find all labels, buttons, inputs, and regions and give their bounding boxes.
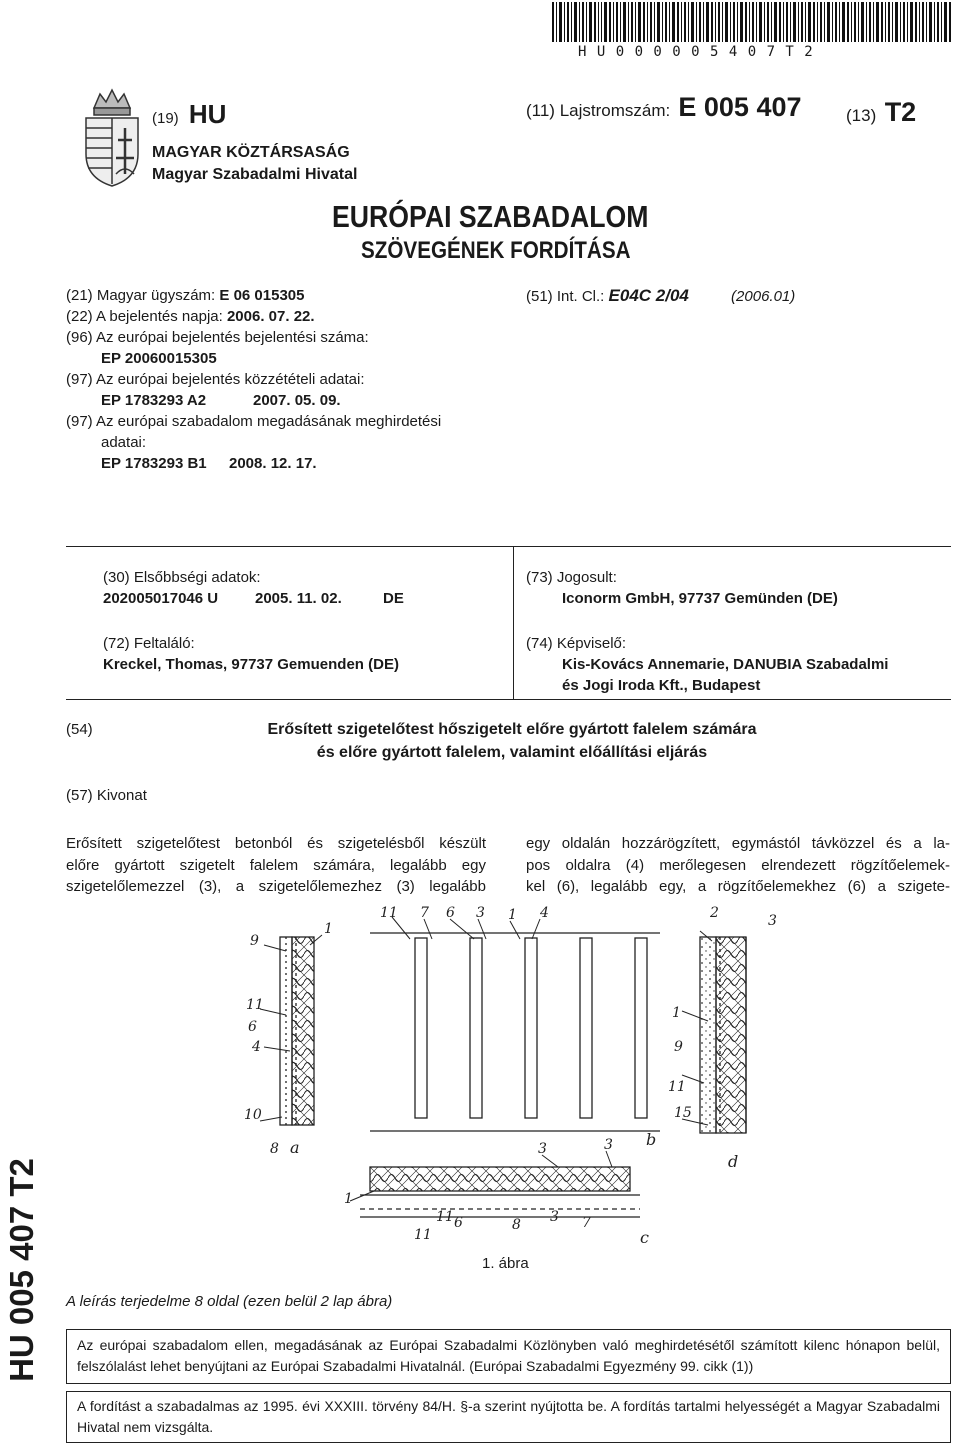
abstract-left-column bbox=[66, 833, 486, 898]
code-13-label: (13) bbox=[846, 106, 877, 125]
registration-number: E 005 407 bbox=[678, 92, 802, 122]
ref-label-3-c3: 3 bbox=[550, 1209, 559, 1225]
ref-label-1-c: 1 bbox=[344, 1191, 353, 1207]
view-label-d: d bbox=[728, 1152, 739, 1171]
field-97a-label: (97) Az európai bejelentés közzétételi adatai: bbox=[66, 371, 365, 388]
figure-drawing bbox=[220, 905, 800, 1255]
field-30-value: 202005017046 U 2005. 11. 02. DE bbox=[103, 590, 404, 607]
divider-vertical bbox=[513, 546, 514, 699]
figure-caption: 1. ábra bbox=[482, 1255, 529, 1272]
ref-label-15: 15 bbox=[674, 1105, 692, 1121]
abstract-left-line-1: Erősített szigetelőtest betonból és szigetelésből készült bbox=[66, 835, 486, 852]
ref-label-6-c: 6 bbox=[454, 1215, 463, 1231]
ref-label-1-d: 1 bbox=[672, 1005, 681, 1021]
code-19-label: (19) bbox=[152, 110, 179, 127]
int-cl-version: (2006.01) bbox=[731, 288, 796, 305]
view-c-section bbox=[360, 1167, 640, 1217]
field-73-value: Iconorm GmbH, 97737 Gemünden (DE) bbox=[562, 590, 838, 607]
int-cl-code: E04C 2/04 bbox=[608, 286, 689, 305]
view-a-section bbox=[280, 937, 314, 1125]
field-74-value-1: Kis-Kovács Annemarie, DANUBIA Szabadalmi bbox=[562, 656, 889, 673]
invention-title-line-1: Erősített szigetelőtest hőszigetelt előre gyártott falelem számára bbox=[267, 721, 757, 738]
code-19-line bbox=[152, 99, 227, 129]
registration-label: (11) Lajstromszám: bbox=[526, 101, 671, 120]
field-96-value: EP 20060015305 bbox=[101, 350, 217, 367]
ref-label-8-c: 8 bbox=[512, 1217, 521, 1233]
field-30-label: (30) Elsőbbségi adatok: bbox=[103, 569, 261, 586]
kind-code-line bbox=[846, 97, 916, 128]
extent-note: A leírás terjedelme 8 oldal (ezen belül 2 lap ábra) bbox=[66, 1293, 393, 1310]
invention-title-line-2: és előre gyártott falelem, valamint előállítási eljárás bbox=[316, 744, 708, 761]
inventor-data bbox=[103, 633, 503, 675]
view-label-a: a bbox=[290, 1138, 300, 1157]
view-d-section bbox=[700, 937, 746, 1133]
field-74-value-2: és Jogi Iroda Kft., Budapest bbox=[562, 677, 761, 694]
field-96-label: (96) Az európai bejelentés bejelentési száma: bbox=[66, 329, 369, 346]
ref-label-11-d: 11 bbox=[668, 1079, 686, 1095]
field-72-value: Kreckel, Thomas, 97737 Gemuenden (DE) bbox=[103, 656, 399, 673]
ref-label-3-c2: 3 bbox=[604, 1137, 613, 1153]
field-73-label: (73) Jogosult: bbox=[526, 569, 617, 586]
field-97b-value: EP 1783293 B1 2008. 12. 17. bbox=[101, 455, 317, 472]
ref-label-7-b: 7 bbox=[420, 905, 429, 921]
field-72-label: (72) Feltaláló: bbox=[103, 635, 195, 652]
document-title: EURÓPAI SZABADALOM bbox=[332, 199, 649, 234]
view-label-b: b bbox=[646, 1130, 657, 1149]
divider-bottom bbox=[66, 699, 951, 700]
ref-label-11-c: 11 bbox=[436, 1209, 454, 1225]
abstract-left-line-2: előre gyártott szigetelt falelem számára, legalább egy bbox=[66, 856, 486, 874]
document-subtitle: SZÖVEGÉNEK FORDÍTÁSA bbox=[361, 237, 631, 264]
ref-label-3-c: 3 bbox=[538, 1141, 547, 1157]
abstract-label: (57) Kivonat bbox=[66, 787, 147, 804]
ref-label-2: 2 bbox=[710, 905, 719, 921]
ref-label-11-c2: 11 bbox=[414, 1227, 432, 1243]
ref-label-3-b: 3 bbox=[476, 905, 485, 921]
field-21: (21) Magyar ügyszám: E 06 015305 bbox=[66, 287, 305, 304]
ref-label-1-b: 1 bbox=[508, 907, 517, 923]
office-name bbox=[152, 142, 357, 186]
field-51 bbox=[526, 285, 795, 307]
ref-label-6-a: 6 bbox=[248, 1019, 257, 1035]
ref-label-4-a: 4 bbox=[252, 1039, 261, 1055]
ref-label-9: 9 bbox=[250, 933, 259, 949]
ref-label-8: 8 bbox=[270, 1141, 279, 1157]
ref-label-11-b: 11 bbox=[380, 905, 398, 921]
barcode-graphic bbox=[552, 2, 952, 42]
barcode bbox=[552, 2, 952, 42]
registration-line bbox=[526, 92, 802, 122]
field-74-label: (74) Képviselő: bbox=[526, 635, 627, 652]
proprietor-data bbox=[526, 567, 946, 609]
field-97b-label-1: (97) Az európai szabadalom megadásának meghirdetési bbox=[66, 413, 442, 430]
office-agency: Magyar Szabadalmi Hivatal bbox=[152, 166, 358, 183]
abstract-right-column bbox=[526, 833, 950, 898]
field-97b-label-2: adatai: bbox=[101, 434, 147, 451]
view-b-panel bbox=[370, 933, 660, 1131]
kind-code: T2 bbox=[884, 97, 917, 127]
translation-notice: A fordítást a szabadalmas az 1995. évi XXXIII. törvény 84/H. §-a szerint nyújtotta be. A fordítás tartalmi helyességét a Magyar Szabadalmi Hivatal nem vizsgálta. bbox=[66, 1391, 951, 1443]
country-code: HU bbox=[188, 99, 227, 129]
view-label-c: c bbox=[640, 1228, 649, 1247]
barcode-text: H U 0 0 0 0 0 5 4 0 7 T 2 bbox=[578, 44, 814, 60]
side-publication-text: HU 005 407 T2 bbox=[3, 1158, 40, 1382]
ref-label-10: 10 bbox=[244, 1107, 262, 1123]
ref-label-3-d: 3 bbox=[768, 913, 777, 929]
abstract-right-line-1: egy oldalán hozzárögzített, egymástól távközzel és a la- bbox=[526, 835, 950, 852]
ref-label-7-c: 7 bbox=[582, 1215, 591, 1231]
ref-label-1-a: 1 bbox=[324, 921, 333, 937]
office-country: MAGYAR KÖZTÁRSASÁG bbox=[152, 144, 350, 161]
priority-data bbox=[103, 567, 503, 609]
abstract-right-line-2: pos oldalra (4) merőlegesen elrendezett rögzítőelemek- bbox=[526, 856, 950, 874]
patent-figure bbox=[220, 905, 800, 1255]
side-publication-number bbox=[2, 1155, 42, 1395]
ref-label-4-b: 4 bbox=[540, 905, 549, 921]
bibliographic-data bbox=[66, 285, 506, 474]
coat-of-arms-emblem bbox=[80, 88, 144, 188]
divider-top bbox=[66, 546, 951, 547]
ref-label-9-d: 9 bbox=[674, 1039, 683, 1055]
int-cl-label: (51) Int. Cl.: bbox=[526, 288, 605, 305]
field-22: (22) A bejelentés napja: 2006. 07. 22. bbox=[66, 308, 315, 325]
ref-label-11-a: 11 bbox=[246, 997, 264, 1013]
abstract-right-line-3: kel (6), legalább egy, a rögzítőelemekhez (6) a szigete- bbox=[526, 878, 950, 895]
ref-label-6-b: 6 bbox=[446, 905, 455, 921]
representative-data bbox=[526, 633, 946, 696]
abstract-left-line-3: szigetelőlemezzel (3), a szigetelőlemezhez (3) legalább bbox=[66, 878, 486, 895]
opposition-notice: Az európai szabadalom ellen, megadásának az Európai Szabadalmi Közlönyben való meghirdetésétől számított kilenc hónapon belül, felszólalást lehet benyújtani az Európai Szabadalmi Hivatalnál. (Európai Szabadalmi Egyezmény 99. cikk (1)) bbox=[66, 1329, 951, 1384]
invention-title bbox=[240, 718, 784, 764]
field-54-label: (54) bbox=[66, 721, 93, 738]
field-97a-value: EP 1783293 A2 2007. 05. 09. bbox=[101, 392, 341, 409]
